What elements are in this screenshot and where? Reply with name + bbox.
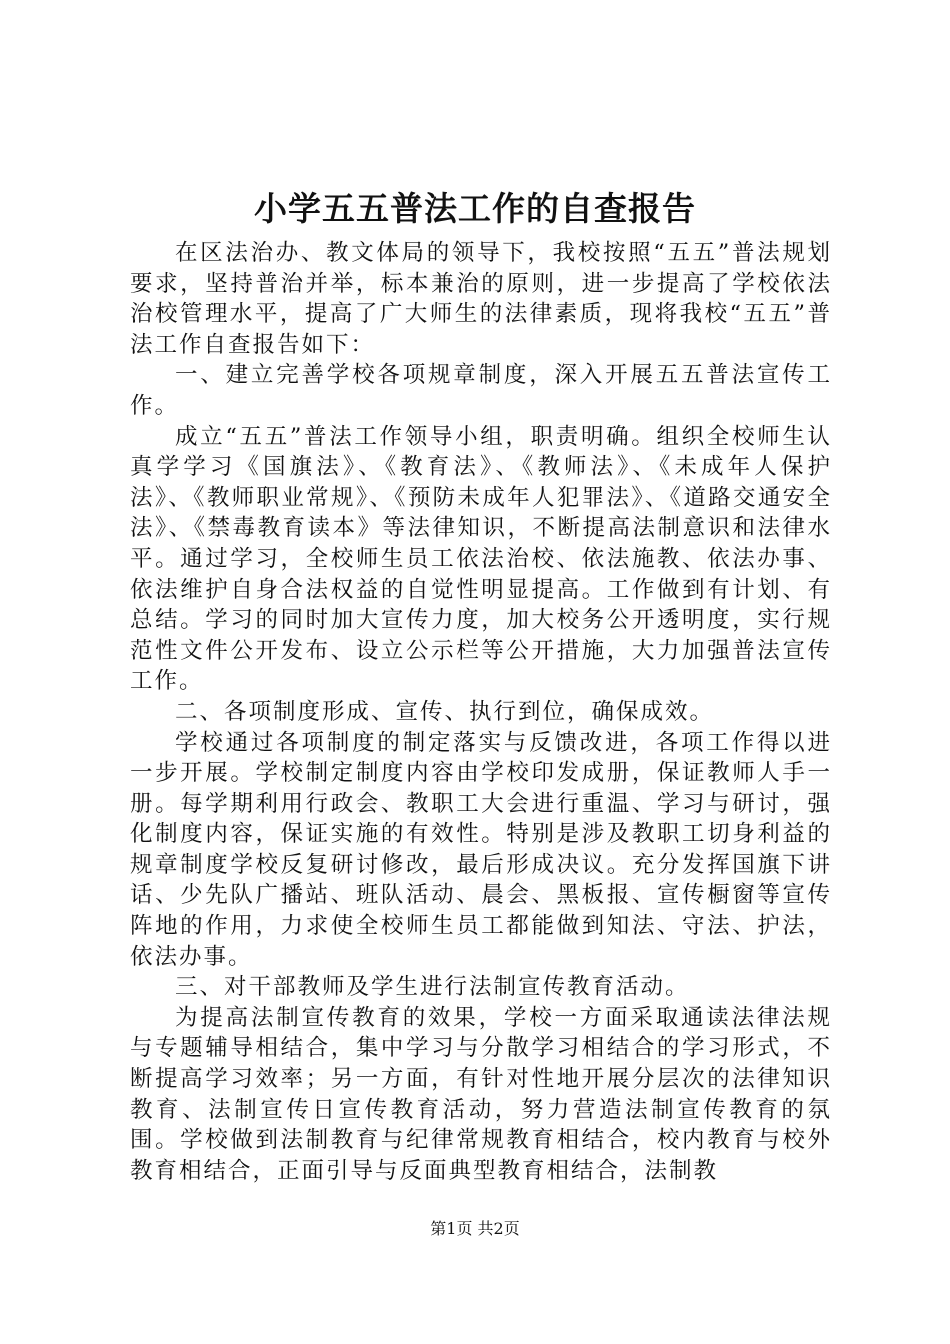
intro-paragraph: 在区法治办、教文体局的领导下，我校按照“五五”普法规划要求，坚持普治并举，标本兼治的原则，进一步提高了学校依法治校管理水平，提高了广大师生的法律素质，现将我校“五五”普法工作自查报告如下：: [130, 240, 832, 358]
section-heading-3: 三、对干部教师及学生进行法制宣传教育活动。: [175, 974, 690, 1001]
page-number-footer: 第1页 共2页: [430, 1219, 520, 1238]
section-body-1: 成立“五五”普法工作领导小组，职责明确。组织全校师生认真学学习《国旗法》、《教育法》、《教师法》、《未成年人保护法》、《教师职业常规》、《预防未成年人犯罪法》、《道路交通安全法》、《禁毒教育读本》等法律知识，不断提高法制意识和法律水平。通过学习，全校师生员工依法治校、依法施教、依法办事、依法维护自身合法权益的自觉性明显提高。工作做到有计划、有总结。学习的同时加大宣传力度，加大校务公开透明度，实行规范性文件公开发布、设立公示栏等公开措施，大力加强普法宣传工作。: [130, 423, 832, 695]
document-title: 小学五五普法工作的自查报告: [254, 189, 696, 228]
section-body-3: 为提高法制宣传教育的效果，学校一方面采取通读法律法规与专题辅导相结合，集中学习与分散学习相结合的学习形式，不断提高学习效率；另一方面，有针对性地开展分层次的法律知识教育、法制宣传日宣传教育活动，努力营造法制宣传教育的氛围。学校做到法制教育与纪律常规教育相结合，校内教育与校外教育相结合，正面引导与反面典型教育相结合，法制教: [130, 1004, 832, 1184]
section-heading-2: 二、各项制度形成、宣传、执行到位，确保成效。: [175, 698, 715, 725]
section-body-2: 学校通过各项制度的制定落实与反馈改进，各项工作得以进一步开展。学校制定制度内容由学校印发成册，保证教师人手一册。每学期利用行政会、教职工大会进行重温、学习与研讨，强化制度内容，保证实施的有效性。特别是涉及教职工切身利益的规章制度学校反复研讨修改，最后形成决议。充分发挥国旗下讲话、少先队广播站、班队活动、晨会、黑板报、宣传橱窗等宣传阵地的作用，力求使全校师生员工都能做到知法、守法、护法，依法办事。: [130, 729, 832, 970]
section-heading-1: 一、建立完善学校各项规章制度，深入开展五五普法宣传工作。: [130, 362, 832, 419]
document-body: [130, 238, 832, 1186]
